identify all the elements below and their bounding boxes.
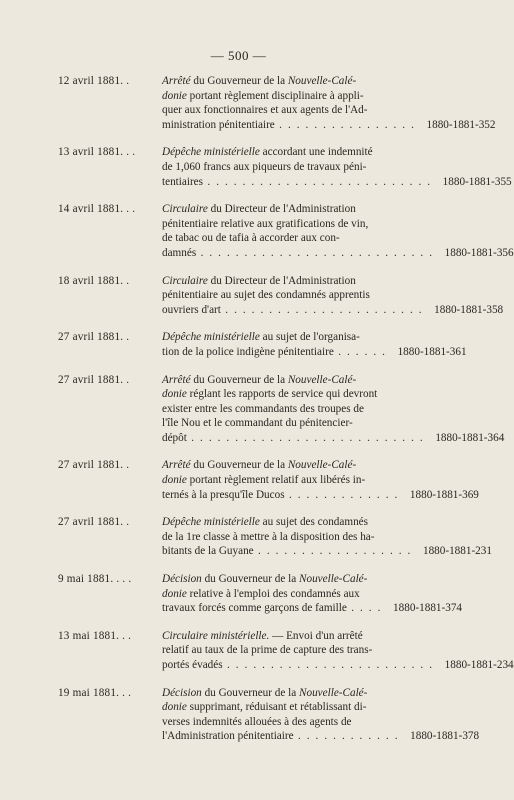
entry-text (162, 202, 514, 260)
text-segment: tion de la police indigène pénitentiaire (162, 345, 334, 358)
entry-text-line (162, 160, 432, 175)
text-segment: dépôt (162, 431, 187, 444)
italic-text: Nouvelle-Calé- (287, 373, 357, 386)
entry-text (162, 515, 492, 559)
entry-text-line (162, 387, 424, 402)
entry-reference: 1880-1881-369 (409, 488, 479, 501)
entry-text-line (162, 473, 399, 488)
entry-text-line (162, 89, 415, 104)
index-entry (58, 274, 504, 318)
text-segment: portant règlement disciplinaire à appli- (186, 89, 364, 102)
italic-text: Arrêté (162, 459, 191, 472)
text-segment: verses indemnités allouées à des agents de (162, 715, 352, 728)
entry-text-line (162, 572, 382, 587)
entry-text-line (162, 715, 399, 730)
entry-text-line (162, 246, 434, 261)
entry-text-line (162, 601, 382, 616)
index-entry (58, 373, 505, 446)
entry-text-line (162, 458, 399, 473)
entry-date: 27 avril 1881. . (58, 459, 130, 472)
text-segment: travaux forcés comme garçons de famille (162, 602, 347, 615)
dot-leader: . . . . . . . . . . . . . (284, 488, 399, 501)
entry-text (162, 145, 512, 189)
entry-reference: 1880-1881-234 (444, 659, 514, 671)
entry-reference: 1880-1881-374 (393, 602, 463, 615)
entry-text-line (162, 700, 399, 715)
entry-text (162, 274, 503, 318)
index-entry (58, 572, 462, 616)
italic-text: donie (162, 701, 187, 714)
entry-text-line (162, 729, 399, 744)
index-entry (58, 202, 514, 260)
entry-list (58, 74, 514, 757)
entry-text (162, 629, 514, 673)
index-entry (58, 458, 479, 502)
entry-text-line (162, 431, 424, 446)
entry-text-line (162, 587, 382, 602)
text-segment: relatif au taux de la prime de capture des trans- (162, 644, 373, 657)
entry-text (162, 373, 504, 446)
text-segment: réglant les rapports de service qui devront (186, 388, 378, 401)
italic-text: donie (162, 587, 187, 600)
italic-text: Arrêté (162, 75, 191, 87)
entry-text (162, 572, 462, 616)
text-segment: du Gouverneur de la (201, 573, 300, 586)
entry-date: 18 avril 1881. . (58, 274, 130, 287)
page-number: — 500 — (210, 48, 267, 63)
text-segment: damnés (162, 246, 197, 259)
text-segment: ternés à la presqu'île Ducos (162, 488, 285, 501)
entry-text-line (162, 74, 415, 89)
text-segment: au sujet de l'organisa- (259, 331, 360, 344)
entry-text-line (162, 515, 412, 530)
text-segment: l'île Nou et le commandant du pénitencier- (162, 417, 353, 430)
text-segment: de tabac ou de tafia à accorder aux con- (162, 232, 340, 245)
entry-text-line (162, 629, 434, 644)
index-entry (58, 686, 480, 744)
entry-text-line (162, 658, 434, 673)
dot-leader: . . . . (346, 602, 383, 615)
italic-text: Circulaire (162, 274, 208, 287)
index-entry (58, 330, 467, 359)
entry-text-line (162, 345, 387, 360)
dot-leader: . . . . . . . . . . . . . . . . (274, 118, 416, 131)
text-segment: bitants de la Guyane (162, 545, 254, 558)
entry-text-line (162, 274, 423, 289)
entry-text (162, 330, 467, 359)
dot-leader: . . . . . . . . . . . . . . . . . . . . . . . . (222, 659, 434, 671)
entry-text (162, 458, 479, 502)
entry-text-line (162, 330, 387, 345)
text-segment: supprimant, réduisant et rétablissant di- (186, 701, 367, 714)
dot-leader: . . . . . . . . . . . . (293, 730, 400, 743)
entry-text-line (162, 303, 423, 318)
text-segment: relative à l'emploi des condamnés aux (186, 587, 360, 600)
dot-leader: . . . . . . (333, 345, 387, 358)
entry-text-line (162, 202, 434, 217)
text-segment: du Directeur de l'Administration (207, 274, 356, 287)
entry-date: 27 avril 1881. . (58, 373, 130, 386)
entry-text-line (162, 145, 432, 160)
text-segment: de la 1re classe à mettre à la disposition des ha- (162, 530, 375, 543)
entry-text-line (162, 103, 415, 118)
italic-text: Décision (162, 686, 202, 699)
entry-date: 13 avril 1881. . . (58, 146, 136, 159)
entry-text-line (162, 686, 399, 701)
italic-text: Nouvelle-Calé- (287, 75, 357, 87)
entry-text-line (162, 402, 424, 417)
text-segment: pénitentiaire au sujet des condamnés apprentis (162, 289, 370, 302)
italic-text: Arrêté (162, 373, 191, 386)
index-entry (58, 629, 514, 673)
dot-leader: . . . . . . . . . . . . . . . . . . . . . . . . . . . (186, 431, 425, 444)
entry-text-line (162, 530, 412, 545)
italic-text: donie (162, 388, 187, 401)
dot-leader: . . . . . . . . . . . . . . . . . . . . . . . . . . (203, 175, 432, 188)
entry-date: 12 avril 1881. . (58, 75, 130, 87)
entry-date: 14 avril 1881. . . (58, 203, 136, 216)
entry-date: 27 avril 1881. . (58, 331, 130, 344)
entry-reference: 1880-1881-356 (444, 246, 514, 259)
text-segment: portant règlement relatif aux libérés in- (186, 474, 366, 487)
text-segment: quer aux fonctionnaires et aux agents de l'Ad- (162, 104, 368, 117)
entry-date: 19 mai 1881. . . (58, 686, 132, 699)
dot-leader: . . . . . . . . . . . . . . . . . . . . . . . (220, 303, 424, 316)
entry-text-line (162, 175, 432, 190)
entry-date: 13 mai 1881. . . (58, 629, 132, 642)
entry-text-line (162, 544, 412, 559)
italic-text: Nouvelle-Calé- (299, 573, 368, 586)
text-segment: l'Administration pénitentiaire (162, 730, 294, 743)
entry-text-line (162, 416, 424, 431)
entry-text (162, 74, 495, 132)
text-segment: ouvriers d'art (162, 303, 221, 316)
italic-text: Nouvelle-Calé- (299, 686, 368, 699)
text-segment: de 1,060 francs aux piqueurs de travaux péni- (162, 160, 367, 173)
entry-text-line (162, 643, 434, 658)
text-segment: accordant une indemnité (259, 146, 373, 159)
entry-text-line (162, 288, 423, 303)
italic-text: Décision (162, 573, 202, 586)
italic-text: Dépêche ministérielle (162, 331, 260, 344)
text-segment: du Gouverneur de la (190, 75, 288, 87)
italic-text: Dépêche ministérielle (162, 146, 260, 159)
entry-reference: 1880-1881-378 (410, 730, 480, 743)
entry-text-line (162, 231, 434, 246)
italic-text: Dépêche ministérielle (162, 516, 260, 529)
entry-reference: 1880-1881-352 (426, 118, 496, 131)
entry-text-line (162, 217, 434, 232)
text-segment: du Gouverneur de la (201, 686, 300, 699)
entry-date: 9 mai 1881. . . . (58, 573, 132, 586)
entry-reference: 1880-1881-355 (442, 175, 512, 188)
italic-text: Circulaire ministérielle. (162, 629, 270, 642)
entry-reference: 1880-1881-361 (397, 345, 467, 358)
entry-reference: 1880-1881-231 (422, 545, 492, 558)
text-segment: du Gouverneur de la (190, 373, 288, 386)
text-segment: portés évadés (162, 659, 223, 671)
entry-reference: 1880-1881-364 (435, 431, 505, 444)
entry-text-line (162, 488, 399, 503)
index-entry (58, 515, 492, 559)
text-segment: tentiaires (162, 175, 204, 188)
text-segment: pénitentiaire relative aux gratifications de vin, (162, 217, 369, 230)
text-segment: exister entre les commandants des troupes de (162, 402, 364, 415)
entry-reference: 1880-1881-358 (434, 303, 504, 316)
text-segment: du Directeur de l'Administration (207, 203, 356, 216)
entry-text-line (162, 118, 415, 133)
text-segment: du Gouverneur de la (190, 459, 288, 472)
text-segment: — Envoi d'un arrêté (269, 629, 363, 642)
index-entry (58, 145, 512, 189)
italic-text: Circulaire (162, 203, 208, 216)
text-segment: au sujet des condamnés (259, 516, 368, 529)
entry-text-line (162, 373, 424, 388)
entry-date: 27 avril 1881. . (58, 516, 130, 529)
dot-leader: . . . . . . . . . . . . . . . . . . (253, 545, 412, 558)
index-entry (58, 74, 496, 132)
entry-text (162, 686, 479, 744)
italic-text: donie (162, 474, 187, 487)
italic-text: Nouvelle-Calé- (287, 459, 357, 472)
italic-text: donie (162, 89, 187, 102)
dot-leader: . . . . . . . . . . . . . . . . . . . . . . . . . . . (196, 246, 434, 259)
text-segment: ministration pénitentiaire (162, 118, 275, 131)
